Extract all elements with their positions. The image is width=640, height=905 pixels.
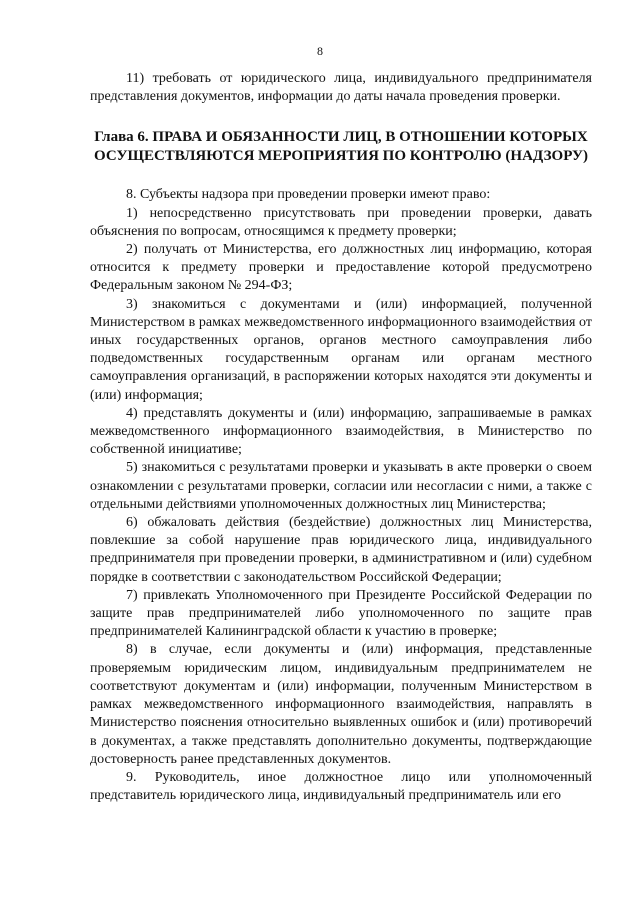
paragraph-8-3: 3) знакомиться с документами и (или) информацией, полученной Министерством в рамках межведомственного информационного взаимодействия от иных государственных органов, органов местного самоуправления либо подведомственных государственным органам или органам местного самоуправления организаций, в распоряжении которых находятся эти документы и (или) информация; bbox=[90, 296, 592, 403]
paragraph-8-2: 2) получать от Министерства, его должностных лиц информацию, которая относится к предмету проверки и предоставление которой предусмотрено Федеральным законом № 294-ФЗ; bbox=[90, 242, 592, 294]
paragraph-intro: 11) требовать от юридического лица, индивидуального предпринимателя представления документов, информации до даты начала проведения проверки. bbox=[90, 71, 592, 105]
paragraph-8-8: 8) в случае, если документы и (или) информация, представленные проверяемым юридическим лицом, индивидуальным предпринимателем не соответствуют документам и (или) информации, полученным Министерством в рамках межведомственного информационного взаимодействия, направлять в Министерство пояснения относительно выявленных ошибок и (или) противоречий в документах, а также представлять дополнительно документы, подтверждающие достоверность ранее представленных документов. bbox=[90, 642, 592, 767]
chapter-title: Глава 6. ПРАВА И ОБЯЗАННОСТИ ЛИЦ, В ОТНОШЕНИИ КОТОРЫХ ОСУЩЕСТВЛЯЮТСЯ МЕРОПРИЯТИЯ ПО КОНТРОЛЮ (НАДЗОРУ) bbox=[94, 129, 588, 165]
paragraph-8-6: 6) обжаловать действия (бездействие) должностных лиц Министерства, повлекшие за собой нарушение прав юридического лица, индивидуального предпринимателя при проведении проверки, в административном и (или) судебном порядке в соответствии с законодательством Российской Федерации; bbox=[90, 515, 592, 585]
paragraph-8-5: 5) знакомиться с результатами проверки и указывать в акте проверки о своем ознакомлении с результатами проверки, согласии или несогласии с ними, а также с отдельными действиями уполномоченных должностных лиц Министерства; bbox=[90, 460, 592, 512]
paragraph-8-7: 7) привлекать Уполномоченного при Президенте Российской Федерации по защите прав предпринимателей либо уполномоченного по защите прав предпринимателей Калининградской области к участию в проверке; bbox=[90, 587, 592, 640]
document-body bbox=[90, 70, 592, 805]
page-number: 8 bbox=[317, 44, 323, 58]
paragraph-8: 8. Субъекты надзора при проведении проверки имеют право: bbox=[126, 187, 491, 203]
paragraph-8-4: 4) представлять документы и (или) информацию, запрашиваемые в рамках межведомственного информационного взаимодействия, в Министерство по собственной инициативе; bbox=[90, 405, 592, 458]
paragraph-9: 9. Руководитель, иное должностное лицо или уполномоченный представитель юридического лица, индивидуальный предприниматель или его bbox=[90, 769, 592, 804]
paragraph-8-1: 1) непосредственно присутствовать при проведении проверки, давать объяснения по вопросам, относящимся к предмету проверки; bbox=[90, 205, 592, 239]
